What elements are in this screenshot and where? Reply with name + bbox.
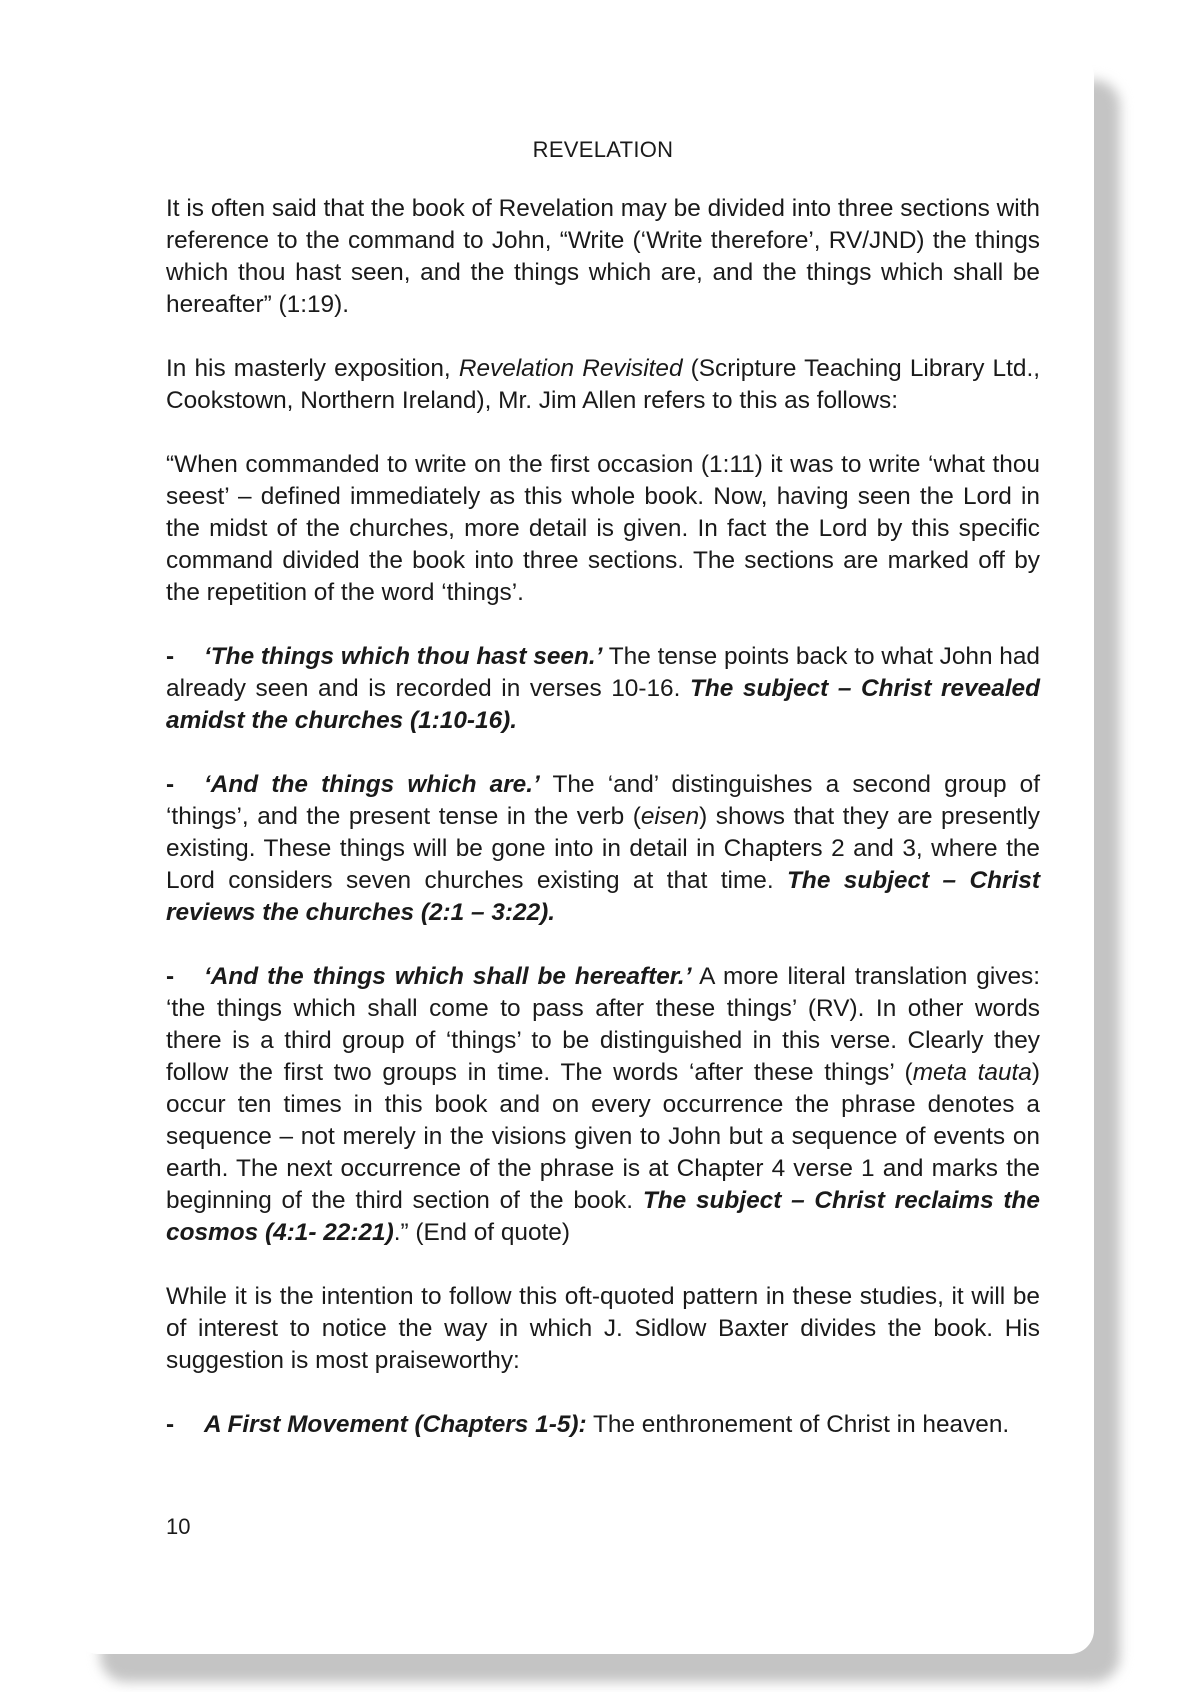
point-body: The tense points back to what John had already seen and is recorded in verses 10-16. bbox=[166, 643, 1040, 702]
point-subject: The subject – Christ revealed amidst the churches (1:10-16). bbox=[166, 675, 1041, 734]
source-text-after: (Scripture Teaching Library Ltd., Cookstown, Northern Ireland), Mr. Jim Allen refers to this as follows: bbox=[166, 355, 1040, 414]
point-body-continued: ) shows that they are presently existing. These things will be gone into in detail in Chapters 2 and 3, where the Lord considers seven churches existing at that time. bbox=[166, 803, 1040, 894]
point-things-hereafter bbox=[166, 961, 1040, 1249]
point-things-seen bbox=[166, 641, 1040, 737]
greek-term: meta tauta bbox=[912, 1059, 1032, 1086]
point-subject: The subject – Christ reviews the churches (2:1 – 3:22). bbox=[166, 867, 1040, 926]
running-head: REVELATION bbox=[532, 137, 674, 162]
paragraph-baxter: While it is the intention to follow this oft-quoted pattern in these studies, it will be of interest to notice the way in which J. Sidlow Baxter divides the book. His suggestion is most praiseworthy: bbox=[166, 1283, 1040, 1374]
book-title: Revelation Revisited bbox=[458, 355, 683, 382]
point-heading: A First Movement (Chapters 1-5): bbox=[204, 1411, 587, 1438]
greek-term: eisen bbox=[640, 803, 700, 830]
point-body: A more literal translation gives: ‘the things which shall come to pass after these things’ (RV). In other words there is a third group of ‘things’ to be distinguished in this verse. Clearly they follow the first two groups in time. The words ‘after these things’ ( bbox=[166, 963, 1041, 1086]
page-content bbox=[166, 136, 1040, 1473]
point-subject: The subject – Christ reclaims the cosmos (4:1- 22:21) bbox=[166, 1187, 1040, 1246]
bullet-dash: - bbox=[166, 771, 175, 798]
point-first-movement bbox=[166, 1409, 1040, 1441]
bullet-dash: - bbox=[166, 1411, 175, 1438]
bullet-dash: - bbox=[166, 643, 175, 670]
end-of-quote: .” (End of quote) bbox=[393, 1219, 570, 1246]
point-body: The ‘and’ distinguishes a second group of ‘things’, and the present tense in the verb ( bbox=[166, 771, 1040, 830]
point-heading: ‘And the things which shall be hereafter.’ bbox=[204, 963, 692, 990]
point-heading: ‘And the things which are.’ bbox=[204, 771, 540, 798]
paragraph-quote-opening: “When commanded to write on the first occasion (1:11) it was to write ‘what thou seest’ – defined immediately as this whole book. Now, having seen the Lord in the midst of the churches, more detail is given. In fact the Lord by this specific command divided the book into three sections. The sections are marked off by the repetition of the word ‘things’. bbox=[166, 451, 1040, 606]
page-number: 10 bbox=[166, 1514, 191, 1539]
source-text-before: In his masterly exposition, bbox=[166, 355, 459, 382]
paragraph-intro: It is often said that the book of Revelation may be divided into three sections with reference to the command to John, “Write (‘Write therefore’, RV/JND) the things which thou hast seen, and the things which are, and the things which shall be hereafter” (1:19). bbox=[166, 195, 1040, 318]
point-body-continued: ) occur ten times in this book and on every occurrence the phrase denotes a sequence – not merely in the visions given to John but a sequence of events on earth. The next occurrence of the phrase is at Chapter 4 verse 1 and marks the beginning of the third section of the book. bbox=[166, 1059, 1040, 1214]
point-things-which-are bbox=[166, 769, 1040, 929]
paragraph-source bbox=[166, 353, 1040, 417]
point-body: The enthronement of Christ in heaven. bbox=[586, 1411, 1010, 1438]
bullet-dash: - bbox=[166, 963, 175, 990]
book-page bbox=[74, 52, 1094, 1654]
point-heading: ‘The things which thou hast seen.’ bbox=[204, 643, 603, 670]
